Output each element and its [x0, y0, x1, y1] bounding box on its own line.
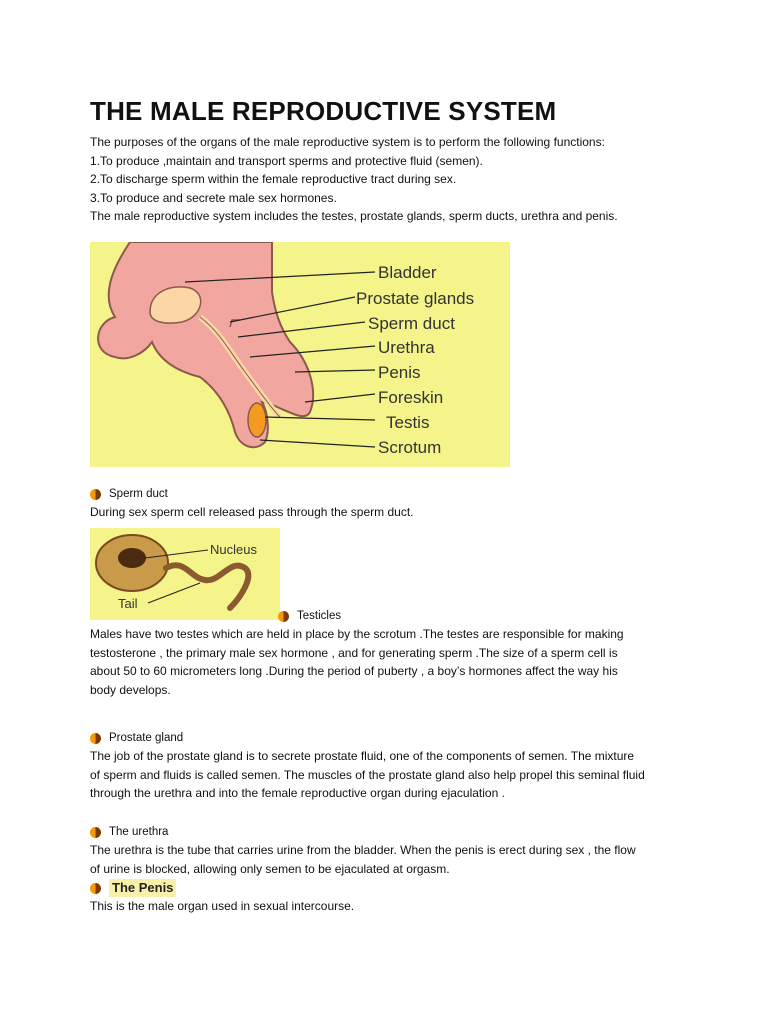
section-heading: Prostate gland [109, 731, 184, 744]
label-sperm-duct: Sperm duct [368, 314, 455, 333]
bullet-icon [90, 827, 101, 838]
bullet-icon [90, 489, 101, 500]
reproductive-system-diagram [90, 242, 510, 467]
section-testicles [90, 607, 710, 699]
section-text: body develops. [90, 682, 171, 697]
section-heading: Testicles [297, 609, 342, 622]
label-nucleus: Nucleus [210, 542, 257, 557]
nucleus-shape [118, 548, 146, 568]
section-text: about 50 to 60 micrometers long .During the period of puberty , a boy’s hormones affect the way his [90, 664, 618, 678]
intro-line: 1.To produce ,maintain and transport sperms and protective fluid (semen). [90, 153, 483, 168]
section-text: The job of the prostate gland is to secrete prostate fluid, one of the components of semen. The mixture [90, 749, 635, 763]
label-penis: Penis [378, 363, 421, 382]
page-title: THE MALE REPRODUCTIVE SYSTEM [90, 96, 557, 126]
label-scrotum: Scrotum [378, 438, 442, 457]
intro-line: The male reproductive system includes the testes, prostate glands, sperm ducts, urethra and penis. [90, 209, 618, 223]
section-sperm-duct [90, 485, 710, 522]
bullet-icon [90, 733, 101, 744]
label-foreskin: Foreskin [378, 388, 444, 407]
intro-line: 2.To discharge sperm within the female reproductive tract during sex. [90, 172, 457, 186]
label-testis: Testis [386, 413, 430, 432]
intro-paragraph [90, 133, 710, 226]
bullet-icon [278, 611, 289, 622]
section-text: testosterone , the primary male sex hormone , and for generating sperm .The size of a sperm cell is [90, 645, 618, 660]
section-text: This is the male organ used in sexual intercourse. [90, 899, 355, 913]
section-text: of sperm and fluids is called semen. The muscles of the prostate gland also help propel this seminal fluid [90, 767, 645, 782]
label-prostate-glands: Prostate glands [356, 289, 475, 308]
section-text: Males have two testes which are held in place by the scrotum .The testes are responsible for making [90, 627, 624, 641]
section-text: of urine is blocked, allowing only semen to be ejaculated at orgasm. [90, 861, 450, 876]
label-bladder: Bladder [378, 263, 437, 282]
section-penis [90, 879, 710, 916]
intro-line: 3.To produce and secrete male sex hormones. [90, 190, 337, 205]
section-heading: The Penis [109, 879, 176, 898]
intro-line: The purposes of the organs of the male reproductive system is to perform the following functions: [90, 135, 605, 149]
section-text: The urethra is the tube that carries urine from the bladder. When the penis is erect during sex , the flow [90, 843, 636, 857]
section-heading: The urethra [109, 825, 169, 838]
bullet-icon [90, 883, 101, 894]
label-urethra: Urethra [378, 338, 435, 357]
section-prostate-gland [90, 729, 710, 803]
label-tail: Tail [118, 596, 138, 611]
section-text: During sex sperm cell released pass through the sperm duct. [90, 505, 414, 519]
testis-shape [248, 403, 266, 437]
section-heading: Sperm duct [109, 487, 168, 500]
section-text: through the urethra and into the female reproductive organ during ejaculation . [90, 786, 505, 800]
section-urethra [90, 823, 710, 878]
